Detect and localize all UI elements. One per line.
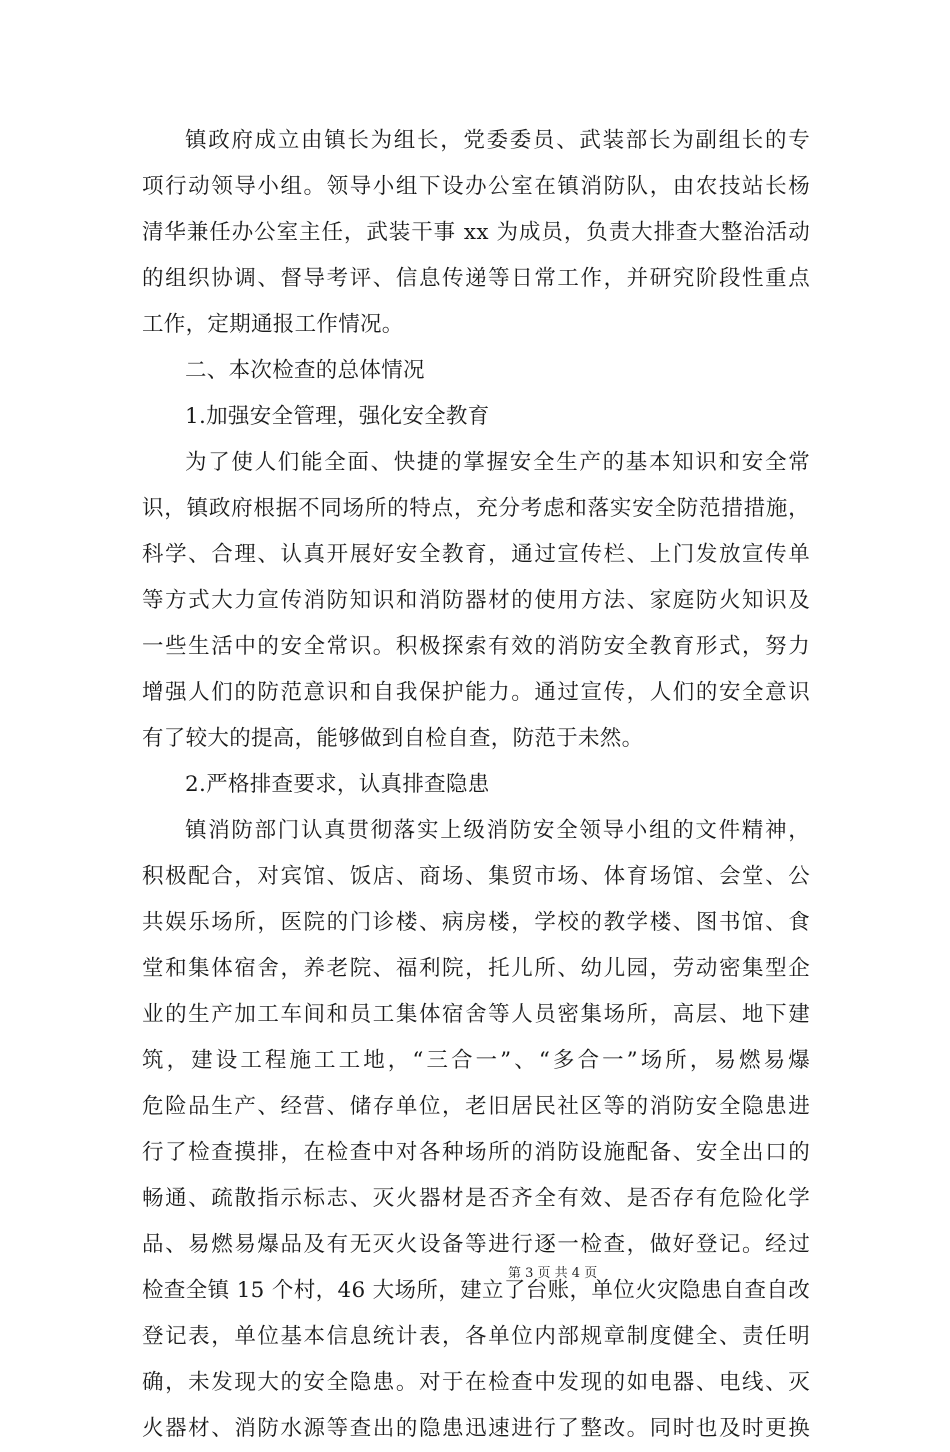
text-line: 镇消防部门认真贯彻落实上级消防安全领导小组的文件精神， <box>185 818 810 843</box>
text-line: 危险品生产、经营、储存单位，老旧居民社区等的消防安全隐患进 <box>142 1094 810 1119</box>
text-line: 共娱乐场所，医院的门诊楼、病房楼，学校的教学楼、图书馆、食 <box>142 910 810 935</box>
page-number: 第 3 页 共 4 页 <box>508 1266 598 1281</box>
text-line: 一些生活中的安全常识。积极探索有效的消防安全教育形式，努力 <box>142 634 810 659</box>
text-line: 镇政府成立由镇长为组长，党委委员、武装部长为副组长的专 <box>185 128 810 153</box>
text-line: 的组织协调、督导考评、信息传递等日常工作，并研究阶段性重点 <box>142 266 810 291</box>
text-line: 增强人们的防范意识和自我保护能力。通过宣传，人们的安全意识 <box>142 680 810 705</box>
page-footer <box>0 1262 950 1281</box>
text-line: 检查全镇 15 个村，46 大场所，建立了台账，单位火灾隐患自查自改 <box>142 1278 810 1303</box>
text-line: 确，未发现大的安全隐患。对于在检查中发现的如电器、电线、灭 <box>142 1370 810 1395</box>
text-line: 为了使人们能全面、快捷的掌握安全生产的基本知识和安全常 <box>185 450 810 475</box>
document-body <box>142 118 810 1452</box>
text-line: 等方式大力宣传消防知识和消防器材的使用方法、家庭防火知识及 <box>142 588 810 613</box>
text-line: 工作，定期通报工作情况。 <box>142 312 404 337</box>
text-line: 畅通、疏散指示标志、灭火器材是否齐全有效、是否存有危险化学 <box>142 1186 810 1211</box>
text-line: 1.加强安全管理，强化安全教育 <box>185 404 490 429</box>
text-line: 火器材、消防水源等查出的隐患迅速进行了整改。同时也及时更换 <box>142 1416 810 1441</box>
text-line: 识，镇政府根据不同场所的特点，充分考虑和落实安全防范措措施， <box>142 496 810 521</box>
text-line: 业的生产加工车间和员工集体宿舍等人员密集场所，高层、地下建 <box>142 1002 810 1027</box>
text-line: 科学、合理、认真开展好安全教育，通过宣传栏、上门发放宣传单 <box>142 542 810 567</box>
text-line: 行了检查摸排，在检查中对各种场所的消防设施配备、安全出口的 <box>142 1140 810 1165</box>
text-line: 筑，建设工程施工工地，“三合一”、“多合一”场所，易燃易爆 <box>142 1048 810 1073</box>
text-line: 积极配合，对宾馆、饭店、商场、集贸市场、体育场馆、会堂、公 <box>142 864 810 889</box>
text-line: 2.严格排查要求，认真排查隐患 <box>185 772 490 797</box>
text-line: 登记表，单位基本信息统计表，各单位内部规章制度健全、责任明 <box>142 1324 810 1349</box>
text-line: 二、本次检查的总体情况 <box>185 358 425 383</box>
text-line: 堂和集体宿舍，养老院、福利院，托儿所、幼儿园，劳动密集型企 <box>142 956 810 981</box>
text-line: 清华兼任办公室主任，武装干事 xx 为成员，负责大排查大整治活动 <box>142 220 810 245</box>
text-line: 有了较大的提高，能够做到自检自查，防范于未然。 <box>142 726 644 751</box>
text-line: 项行动领导小组。领导小组下设办公室在镇消防队，由农技站长杨 <box>142 174 810 199</box>
text-line: 品、易燃易爆品及有无灭火设备等进行逐一检查，做好登记。经过 <box>142 1232 810 1257</box>
